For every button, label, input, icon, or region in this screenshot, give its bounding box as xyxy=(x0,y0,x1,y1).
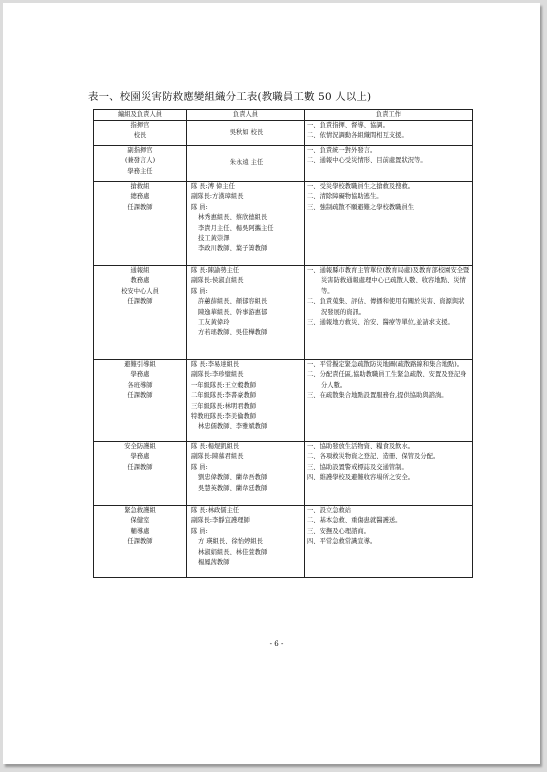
unit-line: 校安中心人員 xyxy=(121,287,159,295)
leader-line: 三年級隊長:林明君教師 xyxy=(191,402,257,410)
unit-cell xyxy=(94,146,187,182)
duty-item: 三、協助設置警戒標誌及交通管制。 xyxy=(307,463,408,471)
unit-line: 各班導師 xyxy=(127,381,153,389)
table-row xyxy=(94,146,473,182)
unit-line: 輔導處 xyxy=(130,527,150,535)
leader-cell xyxy=(187,442,305,506)
leader-line: 一年級隊長:王立穀教師 xyxy=(191,381,257,389)
duty-item: 四、平常急救常識宣導。 xyxy=(307,538,377,546)
duty-item: 一、設立急救站 xyxy=(307,507,352,514)
duty-item: 二、清除障礙物協助逃生。 xyxy=(307,193,383,201)
table-header-row xyxy=(94,110,473,121)
unit-cell xyxy=(94,121,187,146)
unit-cell xyxy=(94,266,187,360)
duty-item: 一、負責統一對外發言。 xyxy=(307,147,377,154)
duty-item: 二、基本急救、重傷患就醫護送。 xyxy=(307,517,402,525)
leader-line: 隊 長:楊煜凱組長 xyxy=(191,443,240,450)
duty-item: 二、各項救災物資之登記、造冊、保管及分配。 xyxy=(307,453,440,461)
unit-line: 任課教師 xyxy=(127,463,153,471)
unit-line: 任課教師 xyxy=(127,298,153,306)
duty-item: 三、通報地方救災、治安、醫療等單位,並請求支援。 xyxy=(307,319,454,327)
table-row xyxy=(94,506,473,578)
unit-cell xyxy=(94,182,187,266)
leader-cell xyxy=(187,121,305,146)
duty-item: 二、依情況調動各組織間相互支援。 xyxy=(307,132,408,140)
unit-line: 副指揮官 xyxy=(127,147,153,154)
duties-cell xyxy=(305,360,473,442)
leader-line: 技工黃崇澤 xyxy=(198,235,230,243)
leader-line: 副隊長:陳慕君組長 xyxy=(191,453,244,461)
leader-line: 隊 長:林政儒主任 xyxy=(191,507,240,514)
leader-cell xyxy=(187,266,305,360)
column-header-duties: 負責工作 xyxy=(305,110,473,121)
leader-line: 隊 員: xyxy=(191,203,208,211)
leader-line: 副隊長:侯淑貞組長 xyxy=(191,277,244,285)
table-row xyxy=(94,360,473,442)
duties-cell xyxy=(305,506,473,578)
leader-line: 隊 長:李易達組長 xyxy=(191,361,240,368)
leader-line: 副隊長:李靜宜護理師 xyxy=(191,517,250,525)
unit-line: 避難引導組 xyxy=(124,361,156,368)
unit-line: 教務處 xyxy=(130,277,150,285)
leader-line: 許蕙薛組長、顏郁容組長 xyxy=(198,298,268,306)
duty-item: 二、負責蒐集、評估、傳播和使用有關於災害、資源與狀況發展的資訊。 xyxy=(307,298,465,316)
duty-item: 四、維護學校及避難收容場所之安全。 xyxy=(307,474,415,482)
leader-cell xyxy=(187,182,305,266)
table-row xyxy=(94,442,473,506)
duty-item: 三、強制疏散不願避難之學校教職員生 xyxy=(307,203,415,211)
unit-cell xyxy=(94,360,187,442)
page-number: - 6 - xyxy=(269,640,284,648)
unit-line: 總務處 xyxy=(130,193,150,201)
unit-line: 通報組 xyxy=(130,267,150,274)
leader-line: 林忠儒教師、李雅斌教師 xyxy=(198,423,268,431)
unit-line: 指揮官 xyxy=(130,122,150,129)
duties-cell xyxy=(305,146,473,182)
leader-cell xyxy=(187,146,305,182)
duties-cell xyxy=(305,266,473,360)
unit-line: 緊急救護組 xyxy=(124,507,156,514)
unit-line: 學務主任 xyxy=(127,167,153,175)
column-header-unit: 編組及負責人員 xyxy=(94,110,187,121)
duties-cell xyxy=(305,442,473,506)
duty-item: 一、受災學校教職員生之搶救及搜救。 xyxy=(307,183,415,190)
document-page xyxy=(3,3,540,764)
table-caption: 表一、校園災害防救應變組織分工表(教職員工數 50 人以上) xyxy=(88,91,372,103)
duties-cell xyxy=(305,182,473,266)
duty-item: 一、協助發放生活物資、糧食及飲水。 xyxy=(307,443,415,450)
unit-line: 任課教師 xyxy=(127,203,153,211)
duty-item: 二、通報中心受災情形、目前處置狀況等。 xyxy=(307,157,427,165)
unit-cell xyxy=(94,442,187,506)
leader-line: 方若瑤教師、吳佳樺教師 xyxy=(198,329,268,337)
unit-line: (兼發言人) xyxy=(124,157,156,165)
leader-cell xyxy=(187,506,305,578)
unit-line: 任課教師 xyxy=(127,392,153,400)
duty-item: 三、安撫及心理諮商。 xyxy=(307,527,370,535)
unit-line: 搶救組 xyxy=(130,183,150,190)
leader-line: 隊 長:陳諭勢主任 xyxy=(191,267,240,274)
leader-line: 楊鳳茜教師 xyxy=(198,559,230,567)
leader-line: 特教班隊長:李美倫教師 xyxy=(191,413,257,421)
leader-line: 朱永遠 主任 xyxy=(229,159,264,167)
duty-item: 一、平常擬定緊急疏散防災地圖(疏散路線和集合地點)。 xyxy=(307,361,464,368)
table-row xyxy=(94,121,473,146)
leader-cell xyxy=(187,360,305,442)
duties-cell xyxy=(305,121,473,146)
leader-line: 隊 長:溥 偉主任 xyxy=(191,183,235,190)
unit-line: 安全防護組 xyxy=(124,443,156,450)
leader-line: 林秀惠組長、蔡欣德組長 xyxy=(198,214,268,222)
duty-item: 一、負責指揮、督導、協調。 xyxy=(307,122,389,129)
table-row xyxy=(94,182,473,266)
emergency-organization-table xyxy=(93,109,473,578)
leader-line: 工友黃偉玲 xyxy=(198,319,230,327)
leader-line: 李貴月主任、楊吳阿攜主任 xyxy=(198,224,274,232)
unit-line: 校長 xyxy=(133,132,147,140)
table-row xyxy=(94,266,473,360)
leader-line: 副隊長:方漢璋組長 xyxy=(191,193,244,201)
leader-line: 吳秋如 校長 xyxy=(229,128,264,136)
unit-line: 學務處 xyxy=(130,371,150,379)
unit-line: 學務處 xyxy=(130,453,150,461)
duty-item: 一、通報縣市教育主管單位(教育局處)及教育部校園安全暨災害防救通報處理中心已疏散人數、收容地點、災情等。 xyxy=(307,267,470,295)
duty-item: 二、分配責任區,協助教職員工生緊急疏散、安置及登記身分人數。 xyxy=(307,371,467,389)
leader-line: 劉忠偉教師、蘭韋吾教師 xyxy=(198,474,268,482)
leader-line: 陳逸華組長、幹事游惠郁 xyxy=(198,308,268,316)
leader-line: 李政川教師、葉子箐教師 xyxy=(198,245,268,253)
leader-line: 隊 員: xyxy=(191,527,208,535)
unit-line: 保健室 xyxy=(130,517,150,525)
leader-line: 方 瑛組長、徐怡婷組長 xyxy=(198,538,263,546)
leader-line: 吳慧英教師、蘭韋廷教師 xyxy=(198,484,268,492)
unit-line: 任課教師 xyxy=(127,538,153,546)
duty-item: 三、在疏散集合地點設置服務台,提供協助與諮詢。 xyxy=(307,392,448,400)
leader-line: 隊 員: xyxy=(191,287,208,295)
column-header-leader: 負責人員 xyxy=(187,110,305,121)
unit-cell xyxy=(94,506,187,578)
leader-line: 林淑娟組長、林佳萱教師 xyxy=(198,548,268,556)
leader-line: 二年級隊長:李書豪教師 xyxy=(191,392,257,400)
leader-line: 副隊長:李珍璧組長 xyxy=(191,371,244,379)
leader-line: 隊 員: xyxy=(191,463,208,471)
